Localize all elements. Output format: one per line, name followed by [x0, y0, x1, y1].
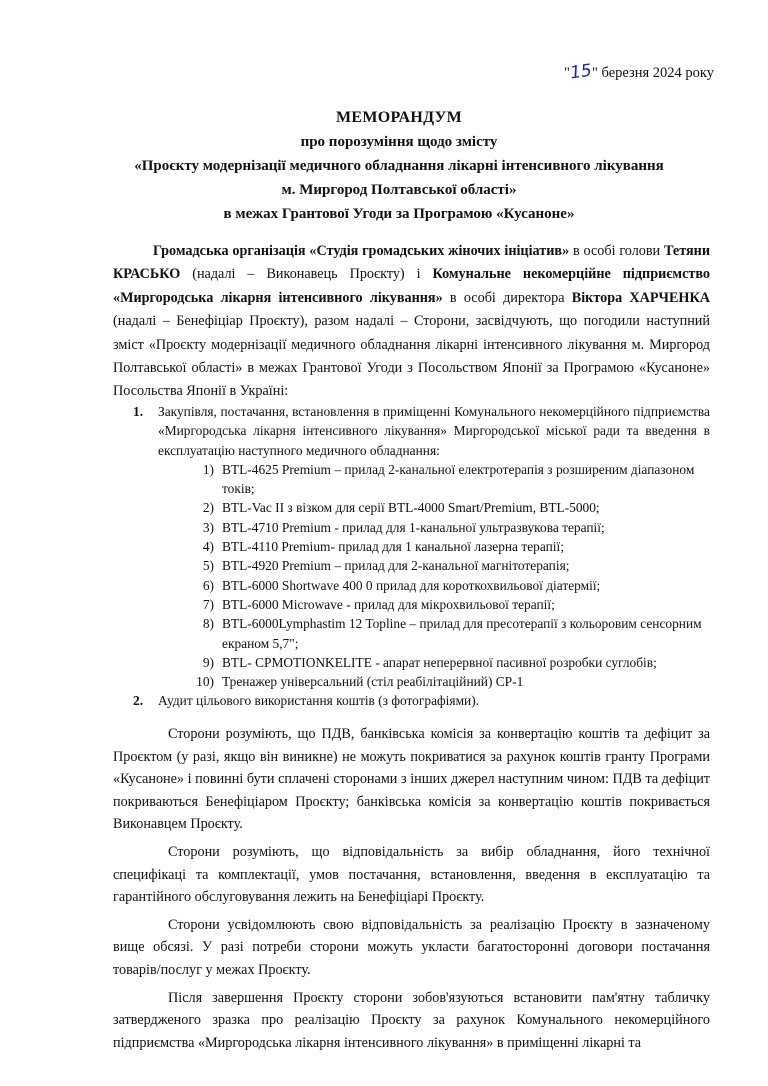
list-item-number: 2.: [133, 693, 144, 709]
list-item-text: Аудит цільового використання коштів (з фотографіями).: [158, 693, 480, 709]
intro-text-1: в особі голови: [569, 243, 664, 259]
title-project-location: м. Миргород Полтавської області»: [281, 182, 517, 198]
date-quote-open: ": [564, 65, 570, 81]
paragraph-responsibility: Сторони розуміють, що відповідальність за вибір обладнання, його технічної специфікаці та комплектації, умов постачання, встановлення, введення в експлуатацію та гарантійного обслуговування лежить на Бенефіціарі Проєкту.: [113, 843, 710, 906]
equipment-item: [178, 595, 710, 614]
intro-text-2: (надалі – Виконавець Проєкту) і: [180, 266, 433, 283]
intro-text-3: в особі директора: [442, 289, 572, 306]
paragraph-plaque: Після завершення Проєкту сторони зобов'язуються встановити пам'ятну табличку затвердженого зразка про реалізацію Проєкту за рахунок Комунального некомерційного підприємства «Миргородська лікарня інтенсивного лікування» в приміщенні лікарні та: [113, 989, 710, 1051]
equipment-item: [178, 672, 710, 691]
equipment-list: [158, 460, 710, 692]
equipment-text: BTL- CPMOTIONKELITE - апарат неперервної пасивної розробки суглобів;: [222, 654, 657, 670]
equipment-number: 3): [202, 519, 214, 535]
equipment-item: [178, 576, 710, 595]
equipment-item: [178, 518, 710, 537]
title-project-name: «Проєкту модернізації медичного обладнання лікарні інтенсивного лікування: [134, 158, 664, 174]
list-item: [133, 402, 710, 691]
date-day-handwritten: 15: [568, 60, 594, 84]
equipment-number: 7): [202, 596, 214, 612]
equipment-number: 9): [202, 654, 214, 670]
document-date: [564, 62, 714, 82]
equipment-number: 4): [202, 539, 214, 555]
document-title: [60, 106, 738, 226]
body-paragraphs: [113, 723, 710, 1059]
equipment-text: BTL-Vac II з візком для серії BTL-4000 Smart/Premium, BTL-5000;: [222, 500, 600, 516]
title-grant-agreement: в межах Грантової Угоди за Програмою «Кусаноне»: [223, 206, 575, 222]
intro-person2: Віктора ХАРЧЕНКА: [571, 289, 711, 306]
title-subject: про порозуміння щодо змісту: [300, 134, 498, 150]
date-quote-close: ": [591, 65, 598, 81]
equipment-number: 6): [202, 577, 214, 593]
equipment-text: BTL-4710 Premium - прилад для 1-канальної ультразвукова терапії;: [222, 519, 605, 535]
paragraph-vat: Сторони розуміють, що ПДВ, банківська комісія за конвертацію коштів та дефіцит за Проєктом (у разі, якщо він виникне) не можуть покриватися за рахунок коштів гранту Програми «Кусаноне» і повинні бути сплачені сторонами з інших джерел наступним чином: ПДВ та дефіцит покриваються Бенефіціаром Проєкту; банківська комісія за конвертацію коштів покривається Виконавцем Проєкту.: [113, 726, 710, 833]
equipment-text: BTL-6000 Microwave - прилад для мікрохвильової терапії;: [222, 596, 555, 612]
equipment-item: [178, 614, 710, 653]
intro-org2: Комунальне некомерційне підприємство «Миргородська лікарня інтенсивного лікування»: [113, 266, 710, 306]
equipment-text: BTL-6000 Shortwave 400 0 прилад для короткохвильової діатермії;: [222, 577, 601, 593]
equipment-item: [178, 498, 710, 517]
equipment-text: Тренажер універсальний (стіл реабілітаційний) CP-1: [222, 674, 524, 690]
list-item-text: Закупівля, постачання, встановлення в приміщенні Комунального некомерційного підприємства «Миргородська лікарня інтенсивного лікування» Миргородської міської ради та введення в експлуатацію наступного медичного обладнання:: [158, 404, 710, 458]
equipment-number: 5): [202, 558, 214, 574]
equipment-text: BTL-4625 Premium – прилад 2-канальної електротерапія з розширеним діапазоном токів;: [222, 461, 695, 497]
list-item: [133, 691, 710, 710]
intro-org1: Громадська організація «Студія громадських жіночих ініціатив»: [153, 243, 570, 259]
equipment-number: 2): [202, 500, 214, 516]
paragraph-awareness: Сторони усвідомлюють свою відповідальність за реалізацію Проєкту в зазначеному вище обсязі. У разі потреби сторони можуть укласти багатосторонні договори постачання товарів/послуг у межах Проєкту.: [113, 916, 710, 978]
equipment-number: 1): [202, 461, 214, 477]
intro-text-4: (надалі – Бенефіціар Проєкту), разом надалі – Сторони, засвідчують, що погодили наступний зміст «Проєкту модернізації медичного обладнання лікарні інтенсивного лікування м. Миргород Полтавської області» в межах Грантової Угоди з Посольством Японії за Програмою «Кусаноне» Посольства Японії в Україні:: [113, 313, 710, 400]
scope-list: [133, 402, 710, 711]
equipment-item: [178, 460, 710, 499]
list-item-number: 1.: [133, 404, 144, 419]
intro-paragraph: [113, 240, 710, 404]
title-memorandum: МЕМОРАНДУМ: [335, 109, 463, 126]
equipment-item: [178, 556, 710, 575]
intro-person1: Тетяни КРАСЬКО: [113, 243, 710, 283]
equipment-text: BTL-6000Lymphastim 12 Topline – прилад для пресотерапії з кольоровим сенсорним екраном 5,7";: [222, 616, 702, 651]
equipment-number: 8): [202, 616, 214, 632]
date-month-year: березня 2024 року: [601, 65, 714, 81]
equipment-text: BTL-4110 Premium- прилад для 1 канальної лазерна терапії;: [222, 539, 564, 555]
equipment-number: 10): [196, 674, 214, 690]
equipment-text: BTL-4920 Premium – прилад для 2-канальної магнітотерапія;: [222, 558, 570, 574]
equipment-item: [178, 537, 710, 556]
equipment-item: [178, 653, 710, 672]
